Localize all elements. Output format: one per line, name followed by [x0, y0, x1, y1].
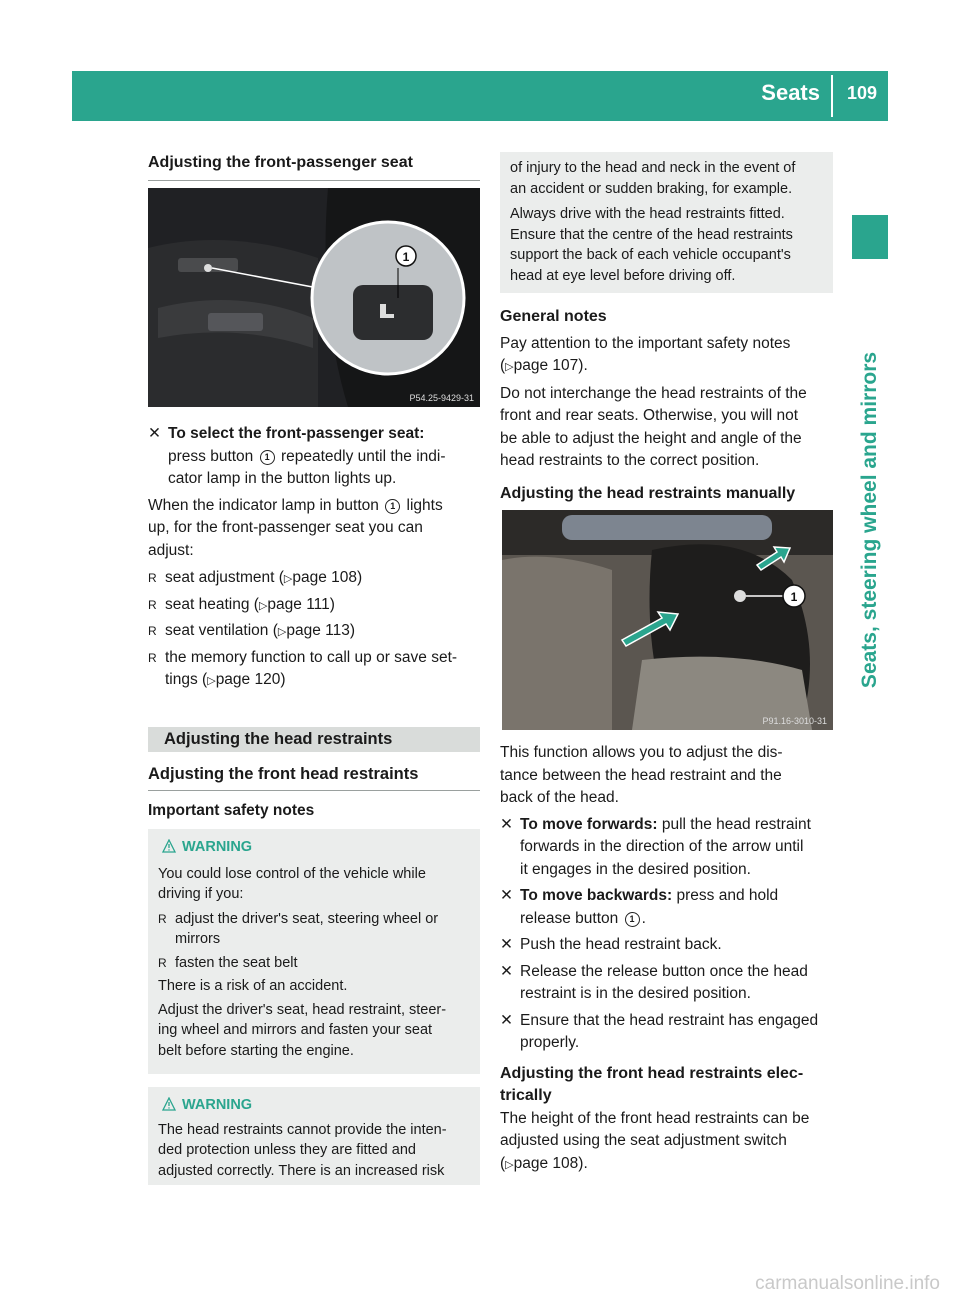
warning1-line: ing wheel and mirrors and fasten your seat [158, 1022, 433, 1038]
bullet-seat-ventilation: R seat ventilation (▷page 113) [148, 622, 356, 639]
warning-box-1 [148, 829, 480, 1074]
general-line: (▷page 107). [500, 357, 588, 374]
page-ref-link[interactable]: page 111) [267, 595, 335, 613]
figure2-caption: P91.16-3010-31 [762, 716, 827, 726]
left-column [148, 152, 480, 175]
bullet-seat-adjustment: R seat adjustment (▷page 108) [148, 569, 363, 586]
bullet-seat-heating: R seat heating (▷page 111) [148, 595, 335, 613]
manual-instructions [500, 742, 840, 1176]
general-notes [500, 306, 836, 505]
step-push-back: ✕ Push the head restraint back. [500, 936, 722, 953]
function-line: tance between the head restraint and the [500, 766, 782, 784]
page-ref-arrow-icon: ▷ [505, 1158, 514, 1171]
warning1-bullet: R adjust the driver's seat, steering wheel or mirrors [158, 910, 439, 947]
warning1-bullet: R fasten the seat belt [158, 954, 298, 971]
warning-cont-line: Ensure that the centre of the head restraints [510, 226, 793, 243]
warning2-title: WARNING [158, 1095, 470, 1116]
head-restraint-illustration [502, 510, 833, 730]
safety-heading: Important safety notes [148, 802, 315, 819]
page-header [72, 71, 888, 121]
step-ensure-engaged: ✕ Ensure that the head restraint has engaged properly. [500, 1011, 819, 1051]
page-ref-link[interactable]: page 113) [286, 622, 356, 639]
general-line: Pay attention to the important safety notes [500, 334, 791, 352]
page-ref-link[interactable]: page 108) [292, 569, 363, 586]
electric-line: (▷page 108). [500, 1154, 588, 1172]
paragraph-adjust: When the indicator lamp in button 1 lights up, for the front-passenger seat you can adjust: [148, 496, 443, 559]
electric-heading: Adjusting the front head restraints elec- trically [500, 1064, 804, 1104]
figure-seat-button [148, 188, 480, 407]
warning-triangle-icon [162, 839, 176, 853]
general-heading: General notes [500, 308, 607, 325]
step-move-backwards: ✕ To move backwards: press and hold release button 1 . [500, 887, 779, 927]
section-title: Adjusting the front-passenger seat [148, 154, 413, 171]
warning-cont-line: an accident or sudden braking, for example. [510, 180, 793, 197]
callout-1-icon: 1 [385, 499, 400, 514]
general-line: head restraints to the correct position. [500, 452, 760, 469]
footer-watermark: carmanualsonline.info [755, 1273, 940, 1294]
warning2-line: The head restraints cannot provide the inten- [158, 1121, 447, 1138]
warning-cont-line: head at eye level before driving off. [510, 267, 736, 284]
door-panel-illustration [148, 188, 480, 407]
warning2-line: adjusted correctly. There is an increased risk [158, 1162, 445, 1179]
warning-cont-line: Always drive with the head restraints fitted. [510, 206, 785, 222]
page-ref-link[interactable]: page 108). [513, 1154, 588, 1172]
figure1-caption: P54.25-9429-31 [409, 393, 474, 403]
warning1-line: belt before starting the engine. [158, 1042, 354, 1059]
warning2-line: ded protection unless they are fitted and [158, 1142, 416, 1158]
warning-cont-line: support the back of each vehicle occupant's [510, 247, 791, 263]
page-ref-arrow-icon: ▷ [207, 675, 216, 687]
callout-1-icon: 1 [625, 912, 640, 927]
header-title: Seats [761, 80, 820, 105]
warning1-title: WARNING [158, 837, 470, 858]
instruction-select-seat: ✕ To select the front-passenger seat: press button 1 repeatedly until the indi- cator lamp in the button lights up. [148, 425, 446, 487]
header-divider [831, 75, 833, 117]
page-ref-link[interactable]: page 107). [513, 357, 588, 374]
figure1-callout: 1 [402, 250, 410, 264]
bullet-memory-function: R the memory function to call up or save set- tings (▷page 120) [148, 648, 458, 688]
page-ref-arrow-icon: ▷ [283, 573, 293, 585]
section-rule [148, 180, 480, 181]
step-release-button: ✕ Release the release button once the head restraint is in the desired position. [500, 962, 808, 1002]
warning1-line: driving if you: [158, 886, 244, 902]
electric-line: The height of the front head restraints can be [500, 1109, 810, 1127]
figure2-callout: 1 [790, 590, 798, 604]
band-heading: Adjusting the head restraints [148, 727, 480, 752]
page-ref-arrow-icon: ▷ [505, 361, 514, 373]
warning1-line: Adjust the driver's seat, head restraint, steer- [158, 1001, 447, 1018]
callout-1-icon: 1 [260, 450, 275, 465]
electric-line: adjusted using the seat adjustment switch [500, 1132, 787, 1149]
page-number: 109 [846, 83, 878, 103]
general-line: front and rear seats. Otherwise, you will not [500, 407, 799, 424]
left-body [148, 423, 483, 696]
sub-heading: Adjusting the front head restraints [148, 765, 419, 783]
warning1-line: There is a risk of an accident. [158, 978, 348, 994]
page-ref-arrow-icon: ▷ [258, 599, 268, 612]
figure-head-restraint [502, 510, 833, 730]
warning-box-2-continued [500, 152, 833, 293]
sub-heading-rule [148, 790, 480, 791]
function-line: back of the head. [500, 789, 619, 806]
side-tab-marker [852, 215, 888, 259]
general-line: be able to adjust the height and angle of the [500, 429, 802, 447]
warning-box-2 [148, 1087, 480, 1185]
page-ref-arrow-icon: ▷ [277, 626, 287, 638]
page-ref-link[interactable]: page 120) [215, 671, 286, 688]
function-line: This function allows you to adjust the dis- [500, 744, 783, 761]
step-move-forwards: ✕ To move forwards: pull the head restraint forwards in the direction of the arrow until it engages in the desired position. [500, 815, 811, 878]
warning-cont-line: of injury to the head and neck in the event of [510, 160, 796, 176]
manual-heading: Adjusting the head restraints manually [500, 484, 796, 502]
warning1-line: You could lose control of the vehicle while [158, 865, 426, 882]
warning-triangle-icon [162, 1097, 176, 1111]
side-tab-label: Seats, steering wheel and mirrors [858, 351, 881, 689]
general-line: Do not interchange the head restraints of the [500, 384, 807, 402]
